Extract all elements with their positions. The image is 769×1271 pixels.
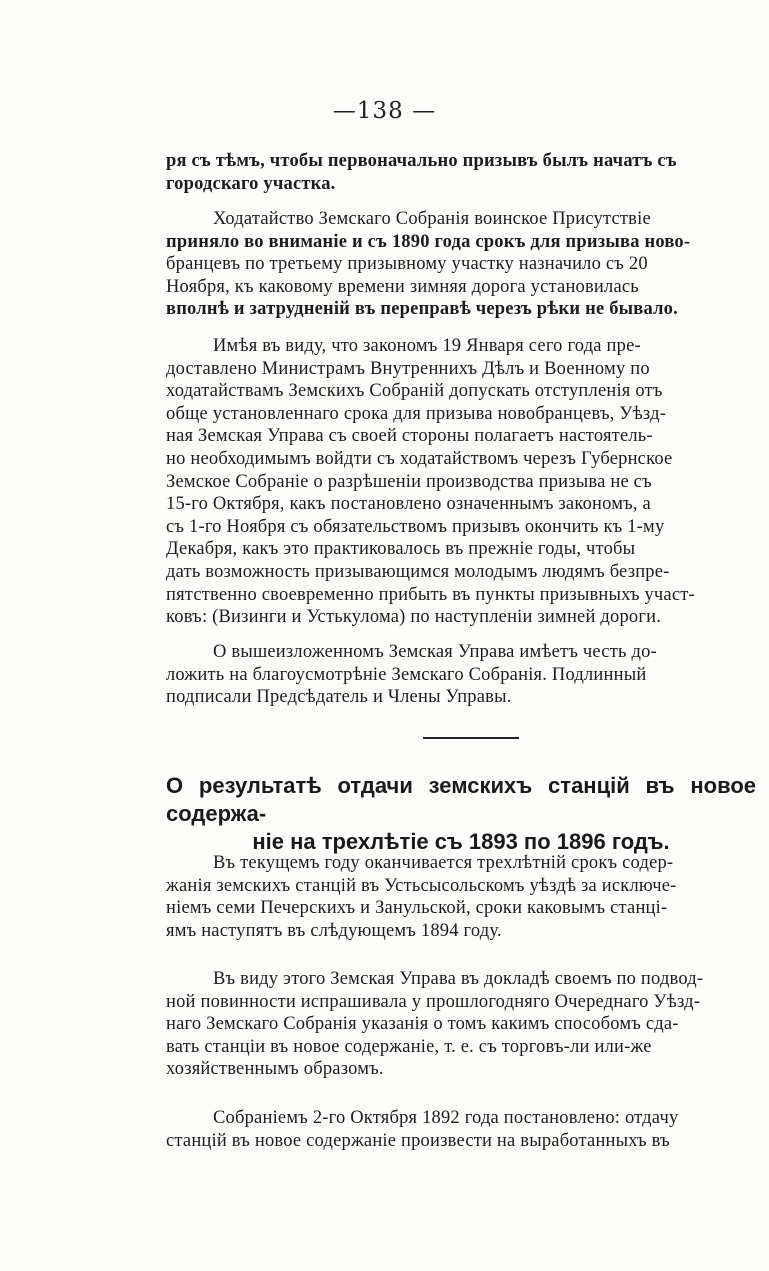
paragraph-continuation bbox=[166, 150, 752, 195]
paragraph-term-ending bbox=[166, 852, 752, 942]
paragraph-text: Въ текущемъ году оканчивается трехлѣтній срокъ содер- жанія земскихъ станцій въ Устьсысольскомъ уѣздѣ за исключе- ніемъ семи Печерскихъ и Занульской, сроки каковымъ станці- ямъ наступятъ въ слѣдующемъ 1894 году. bbox=[166, 853, 677, 941]
heading-line-1: О результатѣ отдачи земскихъ станцій въ новое содержа- bbox=[166, 773, 756, 826]
paragraph-petition bbox=[166, 208, 752, 321]
paragraph-inquiry bbox=[166, 968, 752, 1081]
paragraph-text: Имѣя въ виду, что закономъ 19 Января сего года пре- доставлено Министрамъ Внутреннихъ Дѣлъ и Военному по ходатайствамъ Земскихъ Собраній допускать отступленія отъ обще установленнаго срока для призыва новобранцевъ, Уѣзд- ная Земская Управа съ своей стороны полагаетъ настоятель- но необходимымъ войдти съ ходатайствомъ черезъ Губернское Земское Собраніе о разрѣшеніи производства призыва не съ 15-го Октября, какъ постановлено означеннымъ закономъ, а съ 1-го Ноября съ обязательствомъ призывъ окончить къ 1-му Декабря, какъ это практиковалось въ прежніе годы, чтобы дать возможность призывающимся молодымъ людямъ безпре- пятственно своевременно прибыть въ пункты призывныхъ участ- ковъ: (Визинги и Устькулома) по наступленіи зимней дороги. bbox=[166, 336, 695, 628]
page-number: —138 — bbox=[332, 98, 437, 124]
heading-line-2: ніе на трехлѣтіе съ 1893 по 1896 годъ. bbox=[252, 829, 670, 854]
paragraph-text: Ходатайство Земскаго Собранія воинское Присутствіе приняло во вниманіе и съ 1890 года срокъ для призыва ново- бранцевъ по третьему призывному участку назначило съ 20 Ноября, къ каковому времени зимняя дорога установилась вполнѣ и затрудненій въ переправѣ черезъ рѣки не бывало. bbox=[166, 209, 691, 320]
paragraph-report-closing bbox=[166, 641, 752, 709]
paragraph-law bbox=[166, 335, 752, 629]
paragraph-text: ря съ тѣмъ, чтобы первоначально призывъ былъ начатъ съ городскаго участка. bbox=[166, 151, 677, 194]
paragraph-text: Собраніемъ 2-го Октября 1892 года постановлено: отдачу станцій въ новое содержаніе произвести на выработанныхъ въ bbox=[166, 1108, 679, 1151]
paragraph-text: Въ виду этого Земская Управа въ докладѣ своемъ по подвод- ной повинности испрашивала у прошлогодняго Очереднаго Уѣзд- наго Земскаго Собранія указанія о томъ какимъ способомъ сда- вать станціи въ новое содержаніе, т. е. съ торговъ-ли или-же хозяйственнымъ образомъ. bbox=[166, 969, 704, 1080]
section-heading bbox=[166, 772, 756, 856]
section-divider bbox=[423, 737, 519, 739]
paragraph-resolution bbox=[166, 1107, 752, 1152]
paragraph-text: О вышеизложенномъ Земская Управа имѣетъ честь до- ложить на благоусмотрѣніе Земскаго Собранія. Подлинный подписали Предсѣдатель и Члены Управы. bbox=[166, 642, 657, 708]
